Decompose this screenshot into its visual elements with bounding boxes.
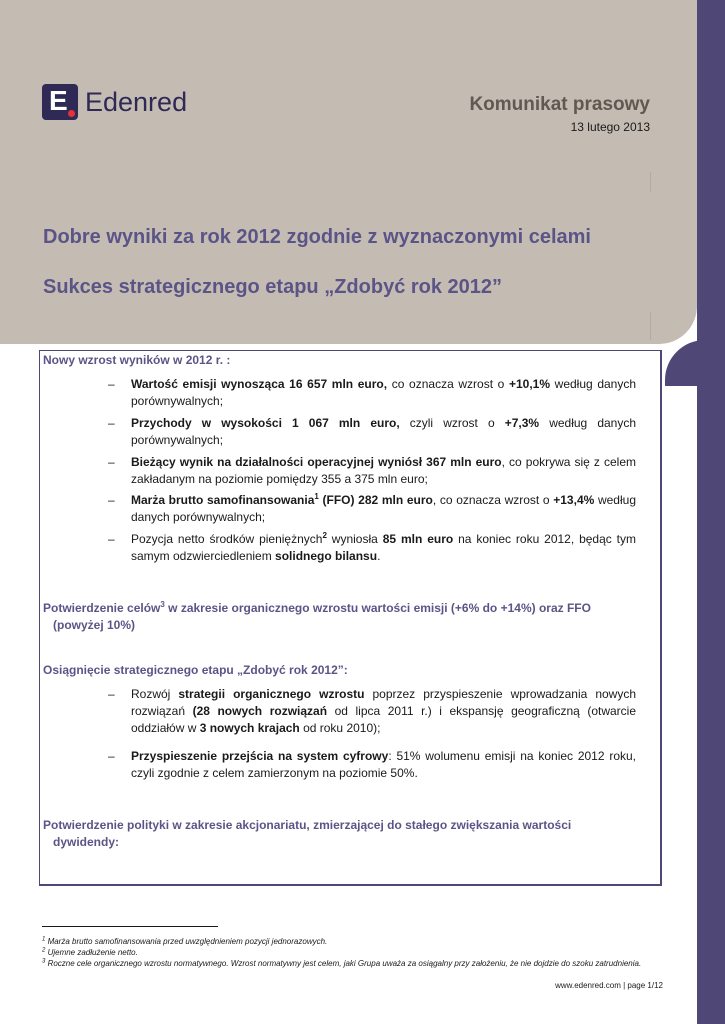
bullet-dash: –: [108, 377, 115, 391]
side-accent-bar: [697, 0, 725, 1024]
bullet-dash: –: [108, 532, 115, 546]
bullet-dash: –: [108, 455, 115, 469]
section-title-dividend: Potwierdzenie polityki w zakresie akcjonariatu, zmierzającej do stałego zwiększania wartości dywidendy:: [43, 818, 572, 849]
footnote-divider: [42, 926, 218, 927]
page-footer: www.edenred.com | page 1/12: [555, 981, 663, 990]
section-title-growth: Nowy wzrost wyników w 2012 r. :: [43, 353, 231, 367]
list-item: – Rozwój strategii organicznego wzrostu poprzez przyspieszenie wprowadzania nowych rozwiązań (28 nowych rozwiązań od lipca 2011 r.) i ekspansję geograficzną (otwarcie oddziałów w 3 nowych krajach od roku 2010);: [108, 687, 637, 735]
edenred-logo: [42, 84, 187, 120]
list-item: – Bieżący wynik na działalności operacyjnej wyniósł 367 mln euro, co pokrywa się z celem zakładanym na poziomie pomiędzy 355 a 375 mln euro;: [108, 455, 636, 486]
list-item: – Pozycja netto środków pieniężnych$^2$ wyniosła 85 mln euro na koniec roku 2012, będąc tym samym odzwierciedleniem solidnego bilansu.: [108, 531, 637, 563]
footnote: $^2$ Ujemne zadłużenie netto.: [42, 947, 138, 957]
list-item: – Przyspieszenie przejścia na system cyfrowy: 51% wolumenu emisji na koniec 2012 roku, czyli zgodnie z celem zamierzonym na poziomie 50%.: [108, 749, 636, 780]
logo-dot: [68, 110, 75, 117]
bullet-dash: –: [108, 687, 115, 701]
bullet-dash: –: [108, 493, 115, 507]
logo-mark-icon: [42, 84, 78, 120]
logo-letter: E: [49, 85, 68, 116]
section-title-strategy: Osiągnięcie strategicznego etapu „Zdobyć rok 2012”:: [43, 663, 348, 677]
press-release-date: 13 lutego 2013: [570, 120, 650, 134]
logo-text: Edenred: [85, 86, 188, 117]
footnote: $^1$ Marża brutto samofinansowania przed uwzględnieniem pozycji jednorazowych.: [42, 936, 328, 946]
divider-line: [650, 172, 651, 192]
side-accent-curve: [665, 340, 705, 386]
section-title-targets: Potwierdzenie celów$^3$ w zakresie organicznego wzrostu wartości emisji (+6% do +14%) oraz FFO (powyżej 10%): [43, 600, 591, 632]
bullet-dash: –: [108, 749, 115, 763]
press-release-title: Komunikat prasowy: [469, 94, 650, 115]
list-item: – Przychody w wysokości 1 067 mln euro, czyli wzrost o +7,3% według danych porównywalnych;: [108, 416, 637, 447]
list-item: – Marża brutto samofinansowania$^1$ (FFO) 282 mln euro, co oznacza wzrost o +13,4% według danych porównywalnych;: [108, 492, 636, 524]
divider-line: [650, 312, 651, 340]
headline-sub: Sukces strategicznego etapu „Zdobyć rok 2012”: [43, 276, 503, 298]
footnote: $^3$ Roczne cele organicznego wzrostu normatywnego. Wzrost normatywny jest celem, jaki Grupa uważa za osiągalny przy założeniu, że nie dojdzie do szoku zatrudnienia.: [42, 958, 642, 968]
headline-main: Dobre wyniki za rok 2012 zgodnie z wyznaczonymi celami: [43, 226, 591, 248]
list-item: – Wartość emisji wynosząca 16 657 mln euro, co oznacza wzrost o +10,1% według danych porównywalnych;: [108, 377, 637, 408]
bullet-dash: –: [108, 416, 115, 430]
